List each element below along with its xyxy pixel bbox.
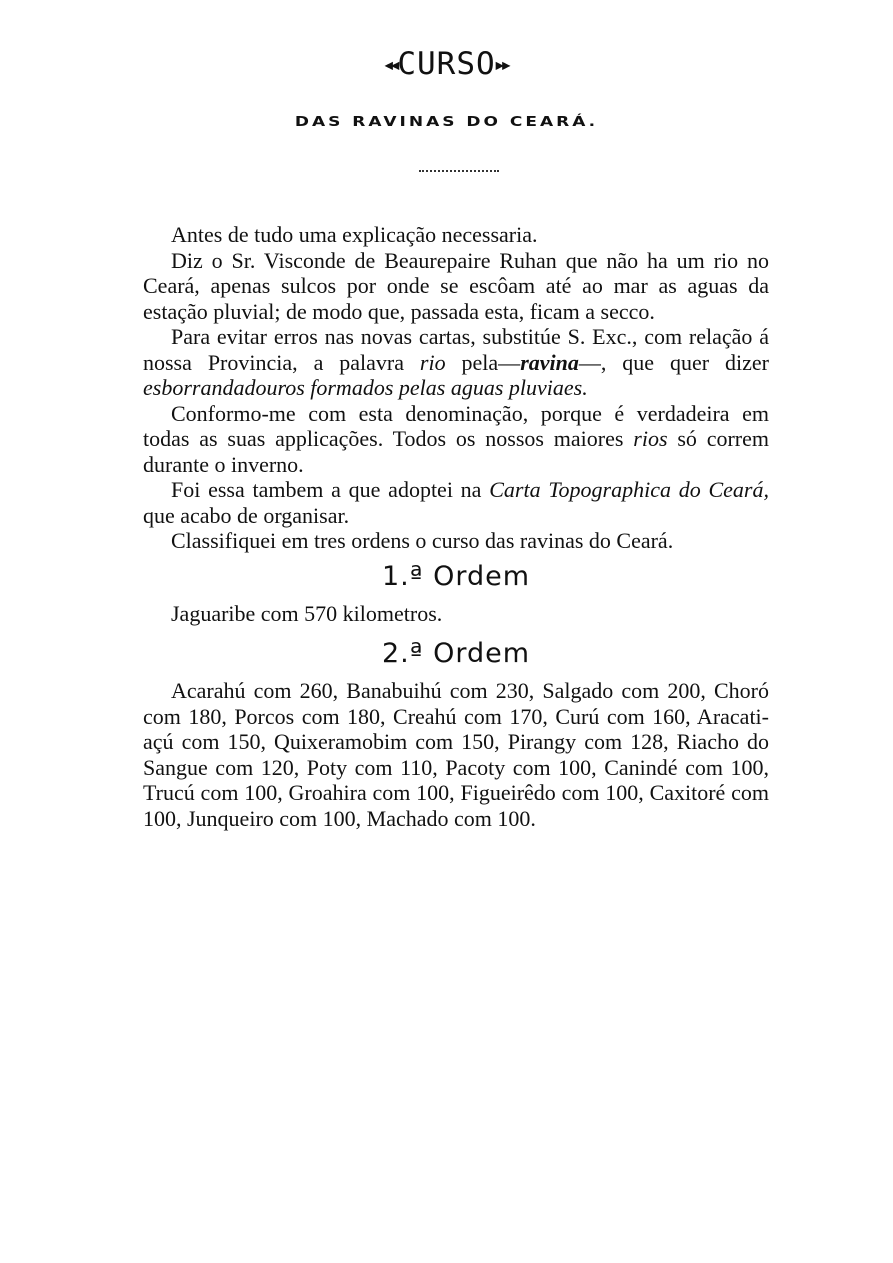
- ornament-right-icon: ▶▶: [495, 57, 509, 74]
- order-list-text: Jaguaribe com 570 kilometros.: [171, 601, 443, 626]
- text-run: Para evitar erros nas novas cartas, substitúe S. Exc., com relação á nossa Provincia, a palavra: [143, 324, 769, 375]
- document-body: [143, 222, 769, 831]
- section-heading-order-2: 2.ª Ordem: [382, 637, 530, 669]
- text-run: Foi essa tambem a que adoptei na: [171, 477, 490, 502]
- ornament-left-icon: ◀◀: [384, 57, 398, 74]
- paragraph: [143, 477, 769, 528]
- text-run: pela—: [445, 349, 521, 375]
- emphasis: Carta Topographica do Ceará,: [489, 477, 769, 502]
- page-title: [0, 46, 893, 84]
- page-subtitle: DAS RAVINAS DO CEARÁ.: [294, 114, 599, 130]
- text-run: —, que quer dizer: [578, 349, 769, 375]
- section-heading-order-1: 1.ª Ordem: [382, 560, 530, 592]
- paragraph: Antes de tudo uma explicação necessaria.: [171, 222, 538, 247]
- paragraph: Diz o Sr. Visconde de Beaurepaire Ruhan que não ha um rio no Ceará, apenas sulcos por onde se escôam até ao mar as aguas da estação pluvial; de modo que, passada esta, ficam a secco.: [143, 247, 769, 324]
- emphasis: ravina: [520, 349, 579, 375]
- divider: [419, 170, 499, 172]
- emphasis: rios: [633, 426, 668, 451]
- text-run: que acabo de organisar.: [143, 502, 350, 528]
- paragraph: [143, 324, 769, 401]
- title-text: CURSO: [397, 46, 496, 82]
- text-run: só correm durante o inverno.: [143, 426, 770, 477]
- emphasis: rio: [419, 349, 446, 375]
- text-run: Conformo-me com esta denominação, porque é verdadeira em todas as suas applicações. Todos os nossos maiores: [143, 400, 769, 451]
- paragraph: Classifiquei em tres ordens o curso das ravinas do Ceará.: [171, 528, 674, 553]
- emphasis: esborrandadouros formados pelas aguas pluviaes.: [143, 375, 588, 400]
- order-list-text: Acarahú com 260, Banabuihú com 230, Salgado com 200, Choró com 180, Porcos com 180, Creahú com 170, Curú com 160, Aracati-açú com 150, Quixeramobim com 150, Pirangy com 128, Riacho do Sangue com 120, Poty com 110, Pacoty com 100, Canindé com 100, Trucú com 100, Groahira com 100, Figueirêdo com 100, Caxitoré com 100, Junqueiro com 100, Machado com 100.: [143, 678, 769, 831]
- paragraph: [143, 401, 769, 478]
